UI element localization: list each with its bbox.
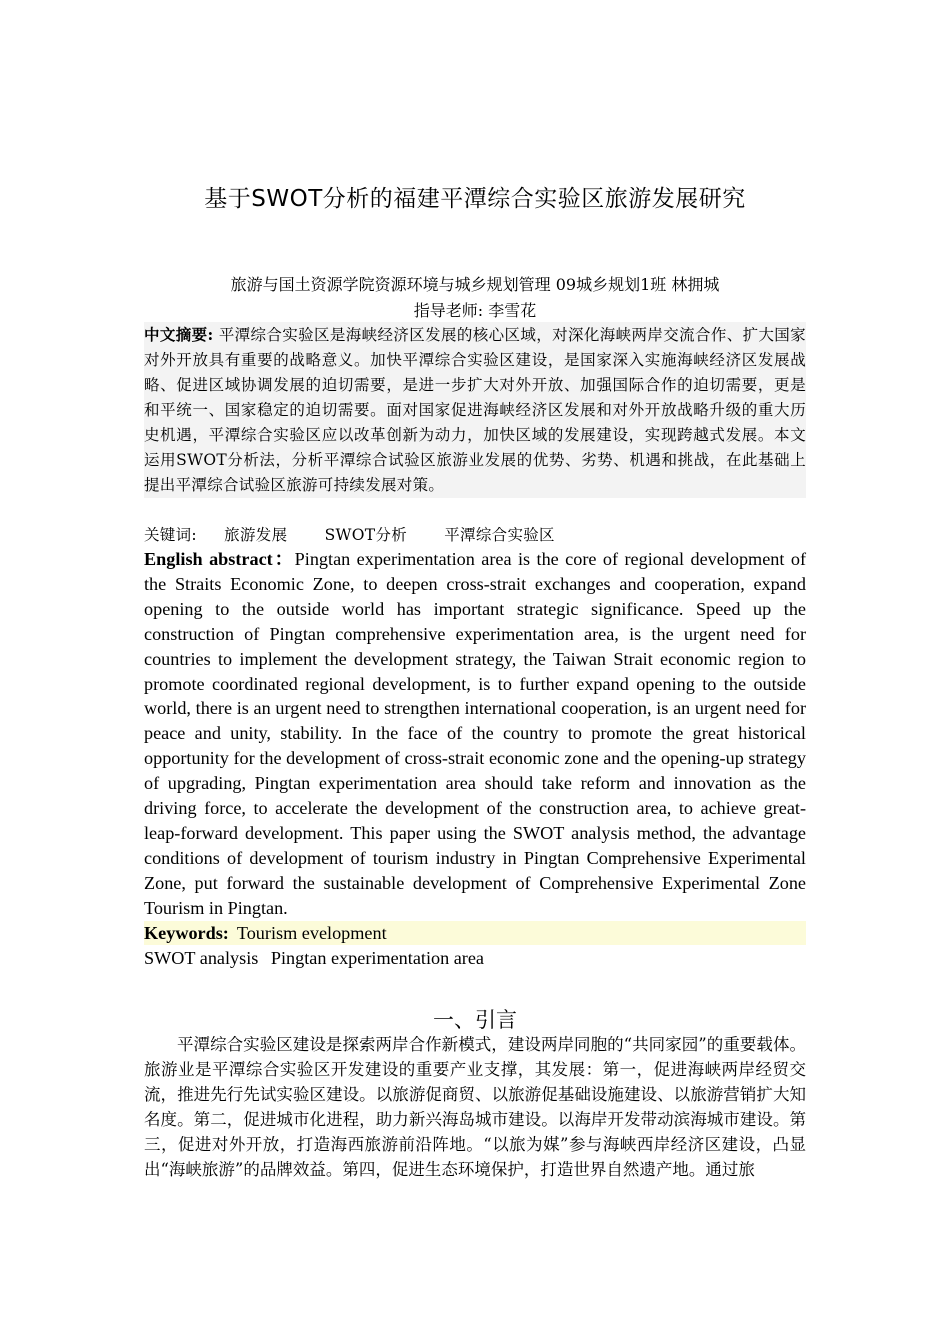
chinese-keywords <box>144 522 806 548</box>
section-heading: 一、引言 <box>433 1008 517 1032</box>
english-keyword: Pingtan experimentation area <box>270 948 485 968</box>
english-keywords-label: Keywords: <box>144 923 229 943</box>
chinese-abstract <box>144 322 806 498</box>
chinese-abstract-text: 平潭综合实验区是海峡经济区发展的核心区域，对深化海峡两岸交流合作、扩大国家对外开放具有重要的战略意义。加快平潭综合实验区建设，是国家深入实施海峡经济区发展战略、促进区域协调发展的迫切需要，是进一步扩大对外开放、加强国际合作的迫切需要，更是和平统一、国家稳定的迫切需要。面对国家促进海峡经济区发展和对外开放战略升级的重大历史机遇，平潭综合实验区应以改革创新为动力，加快区域的发展建设，实现跨越式发展。本文运用SWOT分析法，分析平潭综合试验区旅游业发展的优势、劣势、机遇和挑战，在此基础上提出平潭综合试验区旅游可持续发展对策。 <box>144 326 806 494</box>
introduction-paragraph: 平潭综合实验区建设是探索两岸合作新模式，建设两岸同胞的“共同家园”的重要载体。旅游业是平潭综合实验区开发建设的重要产业支撑，其发展：第一，促进海峡两岸经贸交流，推进先行先试实验区建设。以旅游促商贸、以旅游促基础设施建设、以旅游营销扩大知名度。第二，促进城市化进程，助力新兴海岛城市建设。以海岸开发带动滨海城市建设。第三，促进对外开放，打造海西旅游前沿阵地。“以旅为媒”参与海峡西岸经济区建设，凸显出“海峡旅游”的品牌效益。第四，促进生态环境保护，打造世界自然遗产地。通过旅 <box>144 1035 806 1179</box>
chinese-keywords-label: 关键词: <box>144 526 197 544</box>
author-line: 旅游与国土资源学院资源环境与城乡规划管理 09城乡规划1班 林拥城 <box>230 275 720 294</box>
document-title: 基于SWOT分析的福建平潭综合实验区旅游发展研究 <box>204 186 746 212</box>
chinese-keyword: 平潭综合实验区 <box>444 526 555 544</box>
chinese-keyword: SWOT分析 <box>324 526 408 544</box>
english-keyword: Tourism evelopment <box>236 923 387 943</box>
english-keywords <box>144 921 806 945</box>
chinese-abstract-label: 中文摘要: <box>144 325 214 344</box>
english-abstract-label: English abstract： <box>144 549 295 569</box>
english-abstract <box>144 547 806 921</box>
english-abstract-text: Pingtan experimentation area is the core of regional development of the Straits Economic Zone, to deepen cross-strait exchanges and cooperation, expand opening to the outside world has important strategic significance. Speed up the construction of Pingtan comprehensive experimentation area, is the urgent need for countries to implement the development strategy, the Taiwan Strait economic region to promote coordinated regional development, is to further expand opening to the outside world, there is an urgent need to strengthen international cooperation, is an urgent need for peace and unity, stability. In the face of the country to promote the great historical opportunity for the development of cross-strait economic zone and the opening-up strategy of upgrading, Pingtan experimentation area should take reform and innovation as the driving force, to accelerate the development of the construction area, to achieve great-leap-forward development. This paper using the SWOT analysis method, the advantage conditions of development of tourism industry in Pingtan Comprehensive Experimental Zone, put forward the sustainable development of Comprehensive Experimental Zone Tourism in Pingtan. <box>144 549 806 918</box>
advisor-line: 指导老师: 李雪花 <box>413 301 537 320</box>
english-keyword: SWOT analysis <box>144 948 259 968</box>
chinese-keyword: 旅游发展 <box>224 526 288 544</box>
english-keywords-continued <box>144 946 806 971</box>
